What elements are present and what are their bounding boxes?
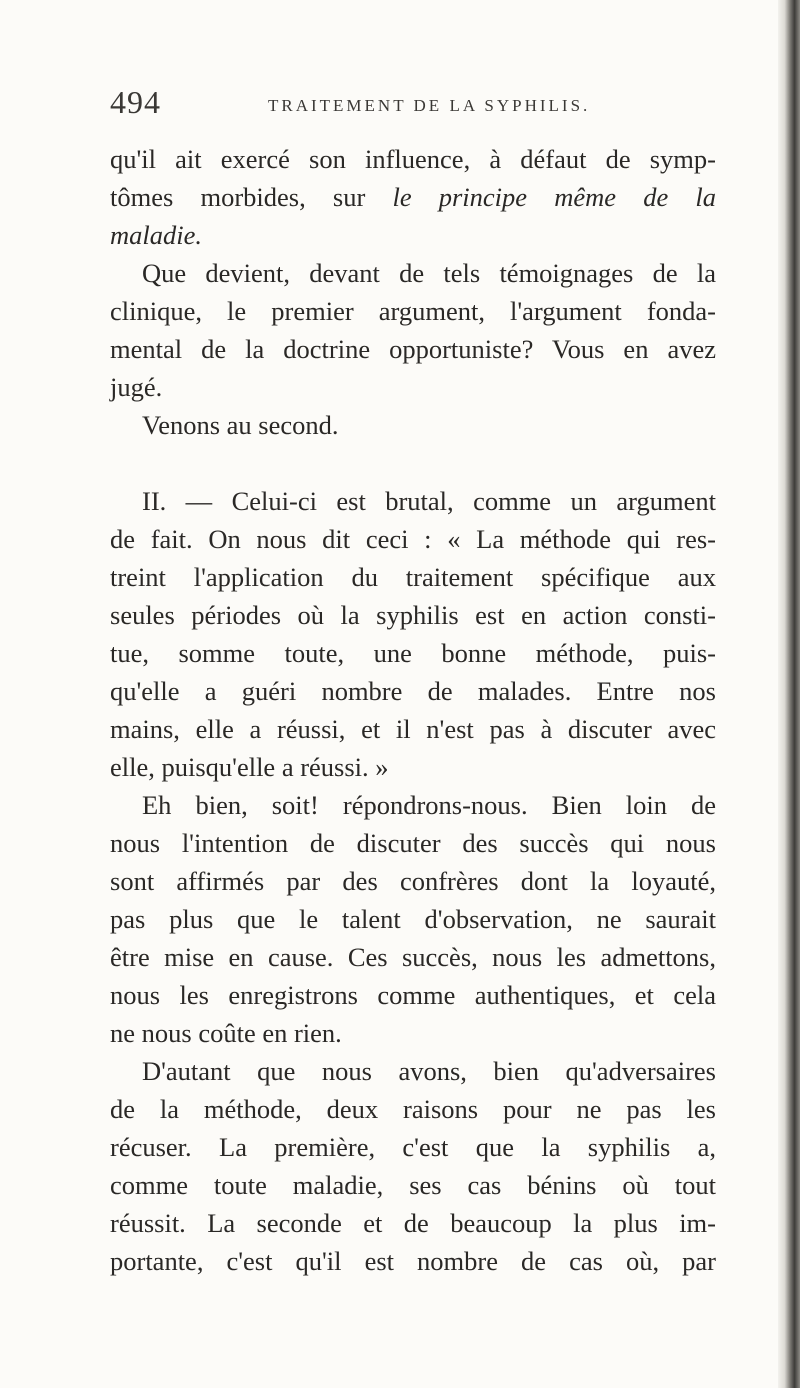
running-title: TRAITEMENT DE LA SYPHILIS. (268, 96, 591, 115)
paragraph-gap (110, 444, 716, 482)
text-line: de fait. On nous dit ceci : « La méthode qui res- (110, 524, 716, 554)
text-line: comme toute maladie, ses cas bénins où tout (110, 1170, 716, 1200)
text-line: treint l'application du traitement spécifique aux (110, 562, 716, 592)
text-line: elle, puisqu'elle a réussi. » (110, 752, 389, 782)
text-line: Venons au second. (142, 410, 339, 440)
text-line: tue, somme toute, une bonne méthode, puis- (110, 638, 716, 668)
text-line: D'autant que nous avons, bien qu'adversaires (142, 1056, 716, 1086)
text-line: qu'il ait exercé son influence, à défaut de symp- (110, 144, 716, 174)
text-line: sont affirmés par des confrères dont la loyauté, (110, 866, 716, 896)
text-line: pas plus que le talent d'observation, ne saurait (110, 904, 716, 934)
text-line: de la méthode, deux raisons pour ne pas les (110, 1094, 716, 1124)
text-run: tômes morbides, sur (110, 182, 393, 212)
page-edge-shadow (778, 0, 800, 1388)
page-header (110, 84, 710, 124)
text-line: nous les enregistrons comme authentiques, et cela (110, 980, 716, 1010)
text-line: Que devient, devant de tels témoignages de la (142, 258, 716, 288)
text-line: être mise en cause. Ces succès, nous les admettons, (110, 942, 716, 972)
text-line: ne nous coûte en rien. (110, 1018, 342, 1048)
text-line (110, 178, 716, 216)
text-line: qu'elle a guéri nombre de malades. Entre nos (110, 676, 716, 706)
body-text (110, 140, 716, 1280)
page-number: 494 (110, 84, 161, 120)
text-line: récuser. La première, c'est que la syphilis a, (110, 1132, 716, 1162)
text-line (110, 216, 716, 254)
text-line: réussit. La seconde et de beaucoup la plus im- (110, 1208, 716, 1238)
text-line: portante, c'est qu'il est nombre de cas où, par (110, 1246, 716, 1276)
text-line: mental de la doctrine opportuniste? Vous en avez (110, 334, 716, 364)
text-line: Eh bien, soit! répondrons-nous. Bien loin de (142, 790, 716, 820)
text-line: jugé. (110, 372, 163, 402)
text-line: mains, elle a réussi, et il n'est pas à discuter avec (110, 714, 716, 744)
italic-text-run: maladie. (110, 220, 202, 250)
text-line: seules périodes où la syphilis est en action consti- (110, 600, 716, 630)
italic-text-run: le principe même de la (392, 182, 716, 212)
text-line: clinique, le premier argument, l'argument fonda- (110, 296, 716, 326)
text-line: nous l'intention de discuter des succès qui nous (110, 828, 716, 858)
text-line: II. — Celui-ci est brutal, comme un argument (142, 486, 716, 516)
